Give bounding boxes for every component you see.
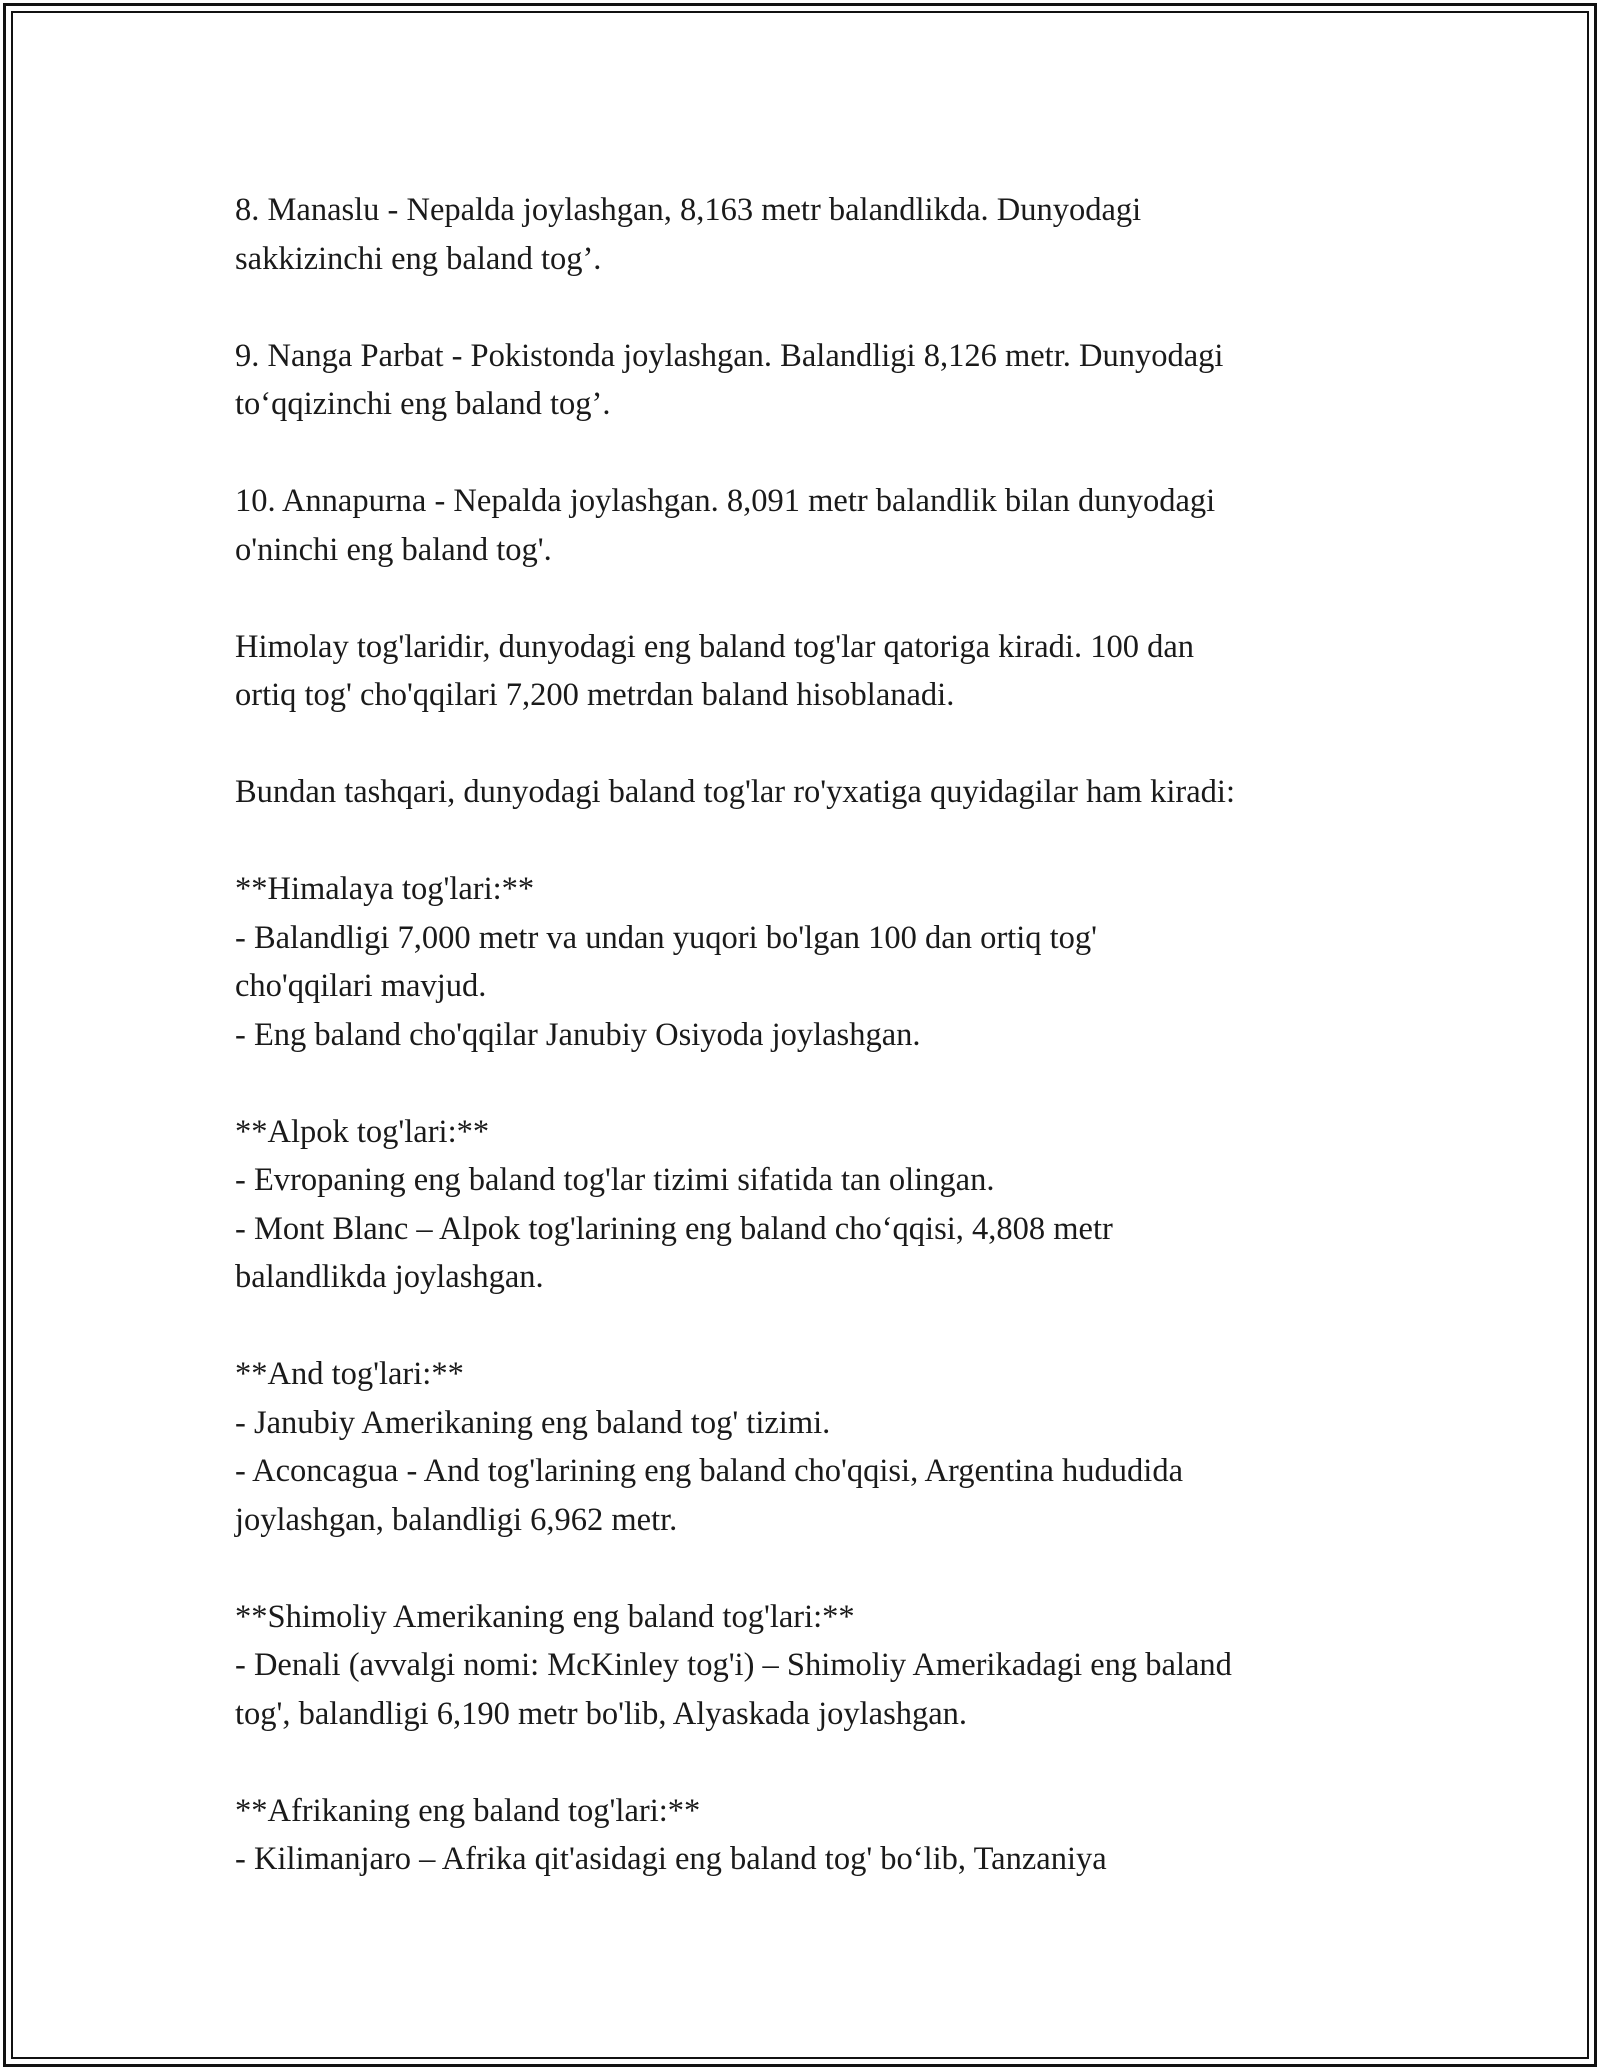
document-body: [235, 186, 1385, 1884]
paragraph: [235, 477, 1385, 574]
text-line: ortiq tog' cho'qqilari 7,200 metrdan baland hisoblanadi.: [235, 677, 955, 713]
text-line: to‘qqizinchi eng baland tog’.: [235, 386, 611, 422]
text-line: Himolay tog'laridir, dunyodagi eng baland tog'lar qatoriga kiradi. 100 dan: [235, 628, 1194, 665]
text-line: - Janubiy Amerikaning eng baland tog' tizimi.: [235, 1404, 831, 1441]
text-line: **And tog'lari:**: [235, 1356, 464, 1392]
paragraph: [235, 865, 1385, 1059]
text-line: o'ninchi eng baland tog'.: [235, 531, 552, 568]
text-line: - Evropaning eng baland tog'lar tizimi sifatida tan olingan.: [235, 1162, 995, 1198]
text-line: cho'qqilari mavjud.: [235, 968, 487, 1004]
text-line: **Alpok tog'lari:**: [235, 1113, 490, 1150]
paragraph: [235, 1593, 1385, 1739]
paragraph: [235, 186, 1385, 283]
text-line: tog', balandligi 6,190 metr bo'lib, Alyaskada joylashgan.: [235, 1695, 968, 1732]
text-line: - Eng baland cho'qqilar Janubiy Osiyoda joylashgan.: [235, 1016, 921, 1053]
text-line: **Himalaya tog'lari:**: [235, 871, 535, 907]
paragraph: [235, 1787, 1385, 1884]
text-line: joylashgan, balandligi 6,962 metr.: [235, 1501, 678, 1538]
paragraph: [235, 768, 1385, 817]
text-line: - Denali (avvalgi nomi: McKinley tog'i) – Shimoliy Amerikadagi eng baland: [235, 1647, 1232, 1683]
text-line: - Kilimanjaro – Afrika qit'asidagi eng baland tog' bo‘lib, Tanzaniya: [235, 1841, 1107, 1877]
paragraph: [235, 1350, 1385, 1544]
text-line: 9. Nanga Parbat - Pokistonda joylashgan. Balandligi 8,126 metr. Dunyodagi: [235, 337, 1224, 374]
paragraph: [235, 1108, 1385, 1302]
text-line: Bundan tashqari, dunyodagi baland tog'lar ro'yxatiga quyidagilar ham kiradi:: [235, 774, 1235, 810]
text-line: 10. Annapurna - Nepalda joylashgan. 8,091 metr balandlik bilan dunyodagi: [235, 483, 1216, 519]
text-line: 8. Manaslu - Nepalda joylashgan, 8,163 metr balandlikda. Dunyodagi: [235, 192, 1142, 228]
text-line: balandlikda joylashgan.: [235, 1259, 544, 1295]
text-line: sakkizinchi eng baland tog’.: [235, 240, 602, 277]
text-line: - Mont Blanc – Alpok tog'larining eng baland cho‘qqisi, 4,808 metr: [235, 1210, 1113, 1247]
text-line: - Balandligi 7,000 metr va undan yuqori bo'lgan 100 dan ortiq tog': [235, 919, 1097, 956]
text-line: - Aconcagua - And tog'larining eng baland cho'qqisi, Argentina hududida: [235, 1453, 1183, 1489]
paragraph: [235, 332, 1385, 429]
paragraph: [235, 623, 1385, 720]
text-line: **Afrikaning eng baland tog'lari:**: [235, 1792, 701, 1829]
text-line: **Shimoliy Amerikaning eng baland tog'lari:**: [235, 1598, 855, 1635]
